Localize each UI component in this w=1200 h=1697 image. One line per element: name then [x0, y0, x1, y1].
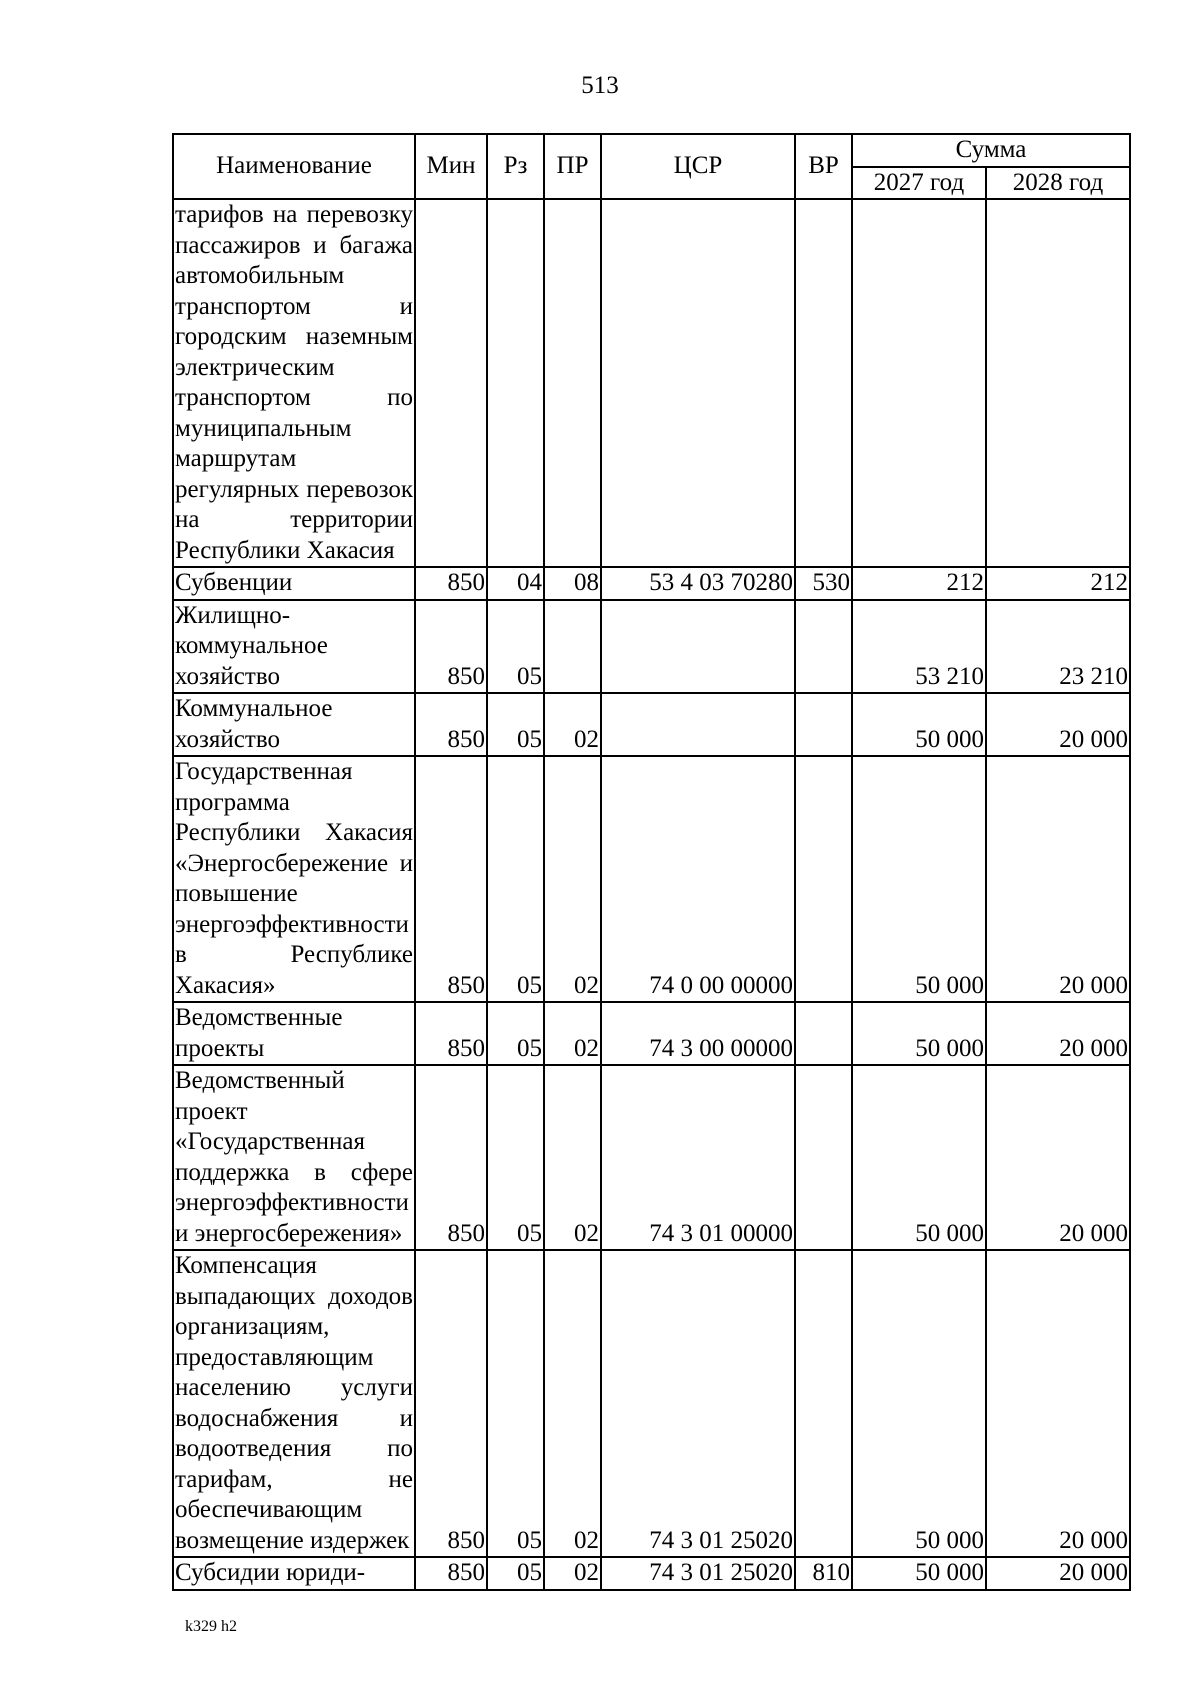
row-2027	[852, 199, 986, 567]
row-pr: 02	[544, 1250, 601, 1557]
row-min: 850	[415, 1557, 487, 1590]
row-min: 850	[415, 1250, 487, 1557]
row-vr: 810	[795, 1557, 852, 1590]
col-header-2027: 2027 год	[852, 167, 986, 200]
row-vr	[795, 199, 852, 567]
footer-code: k329 h2	[185, 1618, 237, 1635]
row-2028: 20 000	[986, 1557, 1130, 1590]
row-min: 850	[415, 1065, 487, 1250]
row-2027: 50 000	[852, 1250, 986, 1557]
row-vr	[795, 693, 852, 756]
row-pr: 02	[544, 756, 601, 1002]
row-pr: 02	[544, 1065, 601, 1250]
row-2027: 53 210	[852, 600, 986, 694]
row-min: 850	[415, 1002, 487, 1065]
row-name: Государственная программа Республики Хакасия «Энергосбережение и повышение энергоэффективности в Республике Хакасия»	[173, 756, 415, 1002]
row-rz: 05	[487, 1557, 544, 1590]
row-2028: 20 000	[986, 1002, 1130, 1065]
row-csr	[601, 199, 795, 567]
row-name: Жилищно-коммунальное хозяйство	[173, 600, 415, 694]
row-2028: 23 210	[986, 600, 1130, 694]
row-name: Ведомственный проект «Государственная поддержка в сфере энергоэффективности и энергосбережения»	[173, 1065, 415, 1250]
row-2027: 50 000	[852, 693, 986, 756]
table-row	[173, 1250, 1130, 1557]
row-csr	[601, 600, 795, 694]
row-min: 850	[415, 567, 487, 600]
row-name: Компенсация выпадающих доходов организациям, предоставляющим населению услуги водоснабжения и водоотведения по тарифам, не обеспечивающим возмещение издержек	[173, 1250, 415, 1557]
col-header-vr: ВР	[795, 134, 852, 199]
row-vr	[795, 1002, 852, 1065]
row-name: Субвенции	[173, 567, 415, 600]
row-vr	[795, 1250, 852, 1557]
col-header-pr: ПР	[544, 134, 601, 199]
row-pr	[544, 199, 601, 567]
row-name: Коммунальное хозяйство	[173, 693, 415, 756]
page-number: 513	[581, 72, 619, 99]
row-name: тарифов на перевозку пассажиров и багажа автомобильным транспортом и городским наземным электрическим транспортом по муниципальным маршрутам регулярных перевозок на территории Республики Хакасия	[173, 199, 415, 567]
row-rz: 05	[487, 1002, 544, 1065]
row-vr	[795, 1065, 852, 1250]
row-rz	[487, 199, 544, 567]
col-header-name: Наименование	[173, 134, 415, 199]
row-min: 850	[415, 756, 487, 1002]
row-2028: 20 000	[986, 1065, 1130, 1250]
table-row	[173, 693, 1130, 756]
row-csr: 74 0 00 00000	[601, 756, 795, 1002]
table-row	[173, 756, 1130, 1002]
row-pr: 02	[544, 693, 601, 756]
row-min	[415, 199, 487, 567]
row-2028: 212	[986, 567, 1130, 600]
row-name: Ведомственные проекты	[173, 1002, 415, 1065]
row-min: 850	[415, 693, 487, 756]
table-row	[173, 1557, 1130, 1590]
col-header-min: Мин	[415, 134, 487, 199]
row-vr: 530	[795, 567, 852, 600]
row-2027: 50 000	[852, 1002, 986, 1065]
row-vr	[795, 600, 852, 694]
row-rz: 05	[487, 600, 544, 694]
row-rz: 05	[487, 693, 544, 756]
col-header-sum: Сумма	[852, 134, 1130, 167]
col-header-rz: Рз	[487, 134, 544, 199]
row-csr: 74 3 00 00000	[601, 1002, 795, 1065]
row-pr	[544, 600, 601, 694]
table-row	[173, 1065, 1130, 1250]
col-header-csr: ЦСР	[601, 134, 795, 199]
col-header-2028: 2028 год	[986, 167, 1130, 200]
row-pr: 08	[544, 567, 601, 600]
row-min: 850	[415, 600, 487, 694]
row-pr: 02	[544, 1002, 601, 1065]
row-rz: 05	[487, 1250, 544, 1557]
row-rz: 05	[487, 1065, 544, 1250]
row-2028	[986, 199, 1130, 567]
row-2027: 50 000	[852, 1557, 986, 1590]
row-csr: 74 3 01 00000	[601, 1065, 795, 1250]
table-row	[173, 567, 1130, 600]
row-rz: 05	[487, 756, 544, 1002]
budget-table	[172, 133, 1131, 1591]
row-csr: 74 3 01 25020	[601, 1557, 795, 1590]
row-csr	[601, 693, 795, 756]
row-2027: 50 000	[852, 1065, 986, 1250]
row-2027: 50 000	[852, 756, 986, 1002]
row-2028: 20 000	[986, 1250, 1130, 1557]
row-2028: 20 000	[986, 756, 1130, 1002]
row-csr: 74 3 01 25020	[601, 1250, 795, 1557]
row-vr	[795, 756, 852, 1002]
row-2028: 20 000	[986, 693, 1130, 756]
table-row	[173, 1002, 1130, 1065]
header-row	[173, 134, 1130, 167]
table-row	[173, 199, 1130, 567]
table-row	[173, 600, 1130, 694]
row-name: Субсидии юриди-	[173, 1557, 415, 1590]
row-pr: 02	[544, 1557, 601, 1590]
row-rz: 04	[487, 567, 544, 600]
row-csr: 53 4 03 70280	[601, 567, 795, 600]
row-2027: 212	[852, 567, 986, 600]
